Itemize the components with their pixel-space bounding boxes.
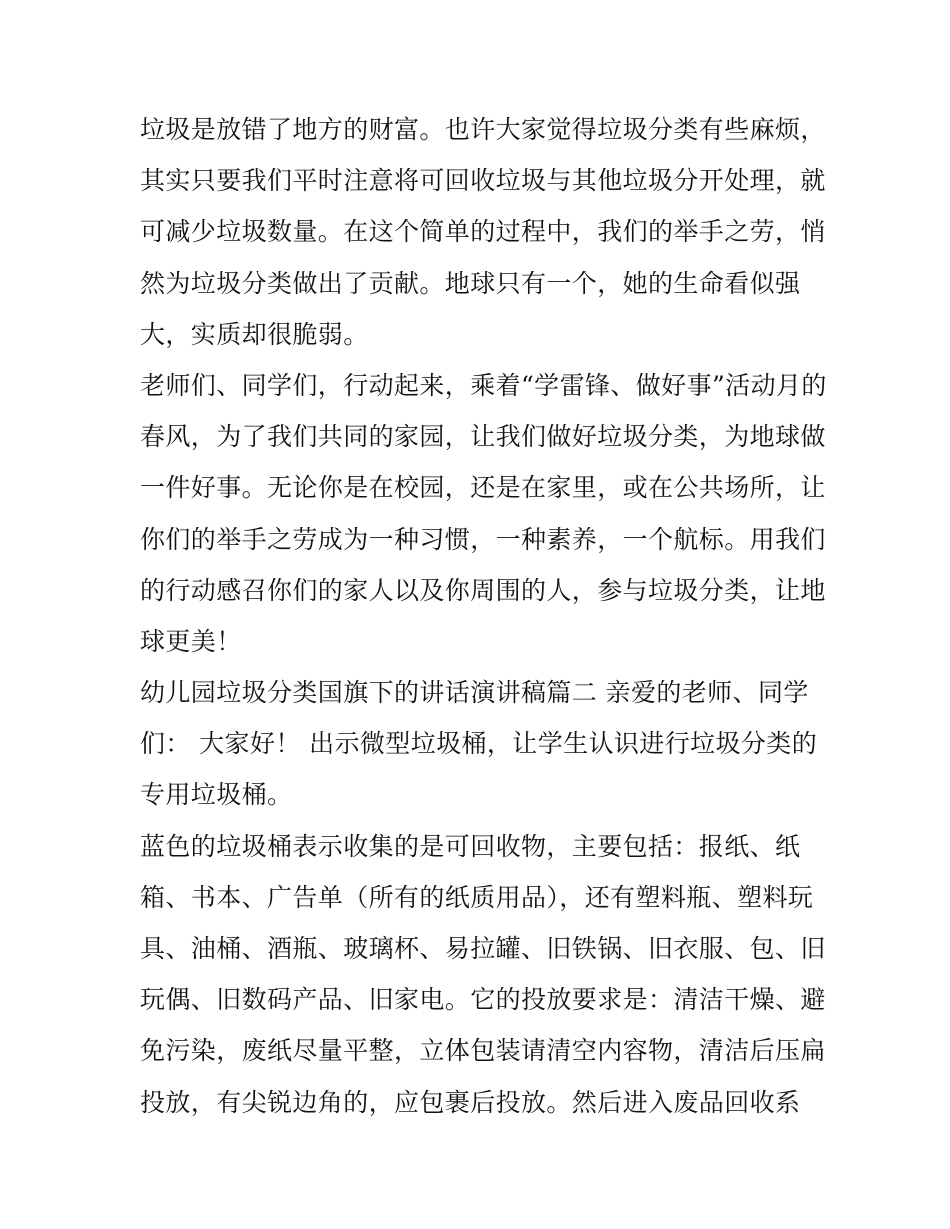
text-line: 大，实质却很脆弱。 [140,319,369,349]
text-line: 免污染，废纸尽量平整，立体包装请清空内容物，清洁后压扁 [140,1036,826,1066]
text-line: 老师们、同学们，行动起来，乘着“学雷锋、做好事”活动月的 [140,370,827,400]
paragraph-4 [140,821,826,1128]
text-line: 你们的举手之劳成为一种习惯，一种素养，一个航标。用我们 [140,524,826,554]
paragraph-1 [140,104,826,360]
text-line: 垃圾是放错了地方的财富。也许大家觉得垃圾分类有些麻烦， [140,115,826,144]
paragraph-3 [140,667,820,821]
text-line: 具、油桶、酒瓶、玻璃杯、易拉罐、旧铁锅、旧衣服、包、旧 [140,934,826,963]
text-line: 们： 大家好！ 出示微型垃圾桶，让学生认识进行垃圾分类的 [140,729,818,759]
text-line: 一件好事。无论你是在校园，还是在家里，或在公共场所，让 [140,473,826,503]
paragraph-2 [140,360,827,667]
text-line: 投放，有尖锐边角的，应包裹后投放。然后进入废品回收系 [140,1087,801,1117]
document-body [140,104,827,1128]
text-line: 蓝色的垃圾桶表示收集的是可回收物，主要包括：报纸、纸 [140,831,801,861]
text-line: 专用垃圾桶。 [140,780,293,810]
text-line: 球更美！ [140,626,242,656]
text-line: 然为垃圾分类做出了贡献。地球只有一个，她的生命看似强 [140,268,801,298]
text-line: 幼儿园垃圾分类国旗下的讲话演讲稿篇二 亲爱的老师、同学 [140,678,809,708]
text-line: 春风，为了我们共同的家园，让我们做好垃圾分类，为地球做 [140,422,826,452]
text-line: 的行动感召你们的家人以及你周围的人，参与垃圾分类，让地 [140,575,826,605]
text-line: 其实只要我们平时注意将可回收垃圾与其他垃圾分开处理，就 [140,166,826,196]
text-line: 可减少垃圾数量。在这个简单的过程中，我们的举手之劳，悄 [140,217,826,247]
text-line: 箱、书本、广告单（所有的纸质用品），还有塑料瓶、塑料玩 [140,882,814,912]
text-line: 玩偶、旧数码产品、旧家电。它的投放要求是：清洁干燥、避 [140,985,826,1015]
